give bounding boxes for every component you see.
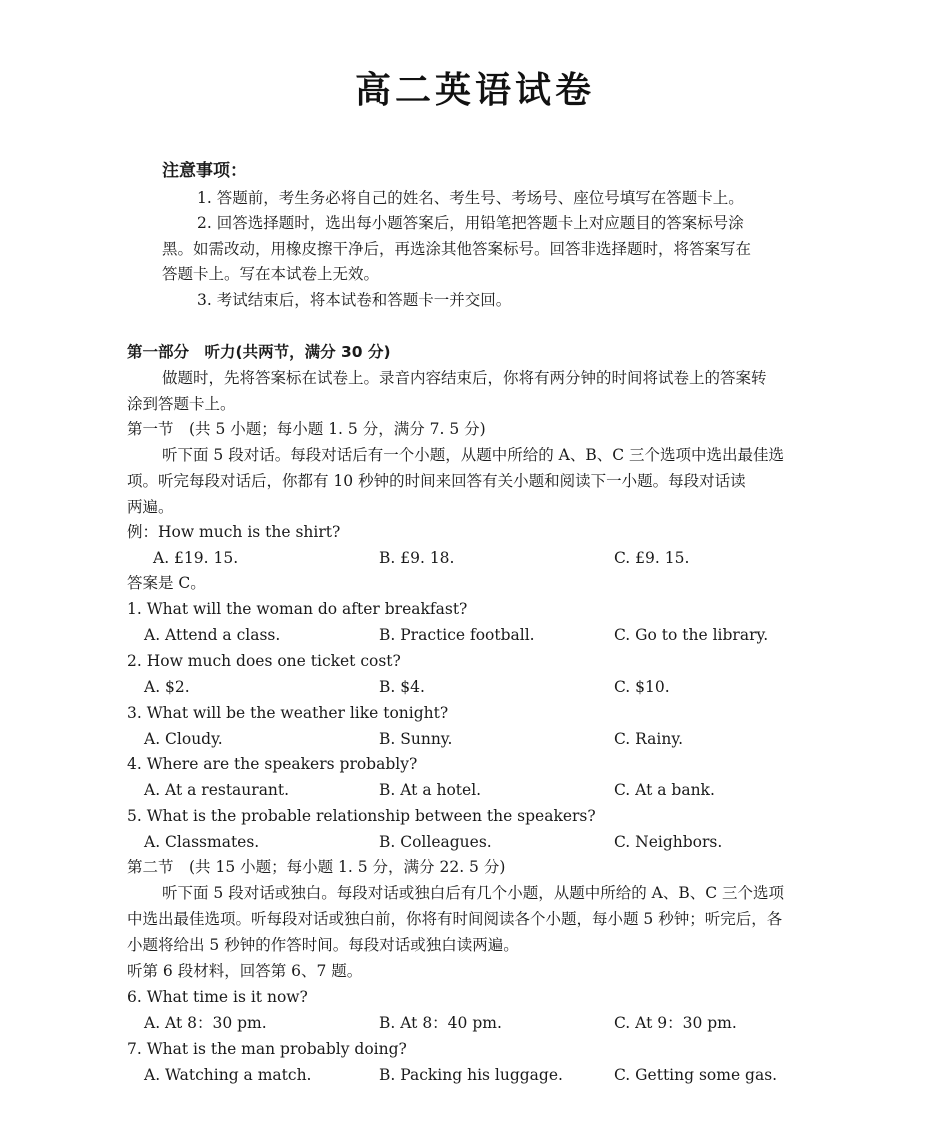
question-6: 6. What time is it now? <box>127 988 308 1006</box>
section1-intro-line: 听下面 5 段对话。每段对话后有一个小题，从题中所给的 A、B、C 三个选项中选出最佳选 <box>162 446 785 464</box>
question-1-option-b: B. Practice football. <box>379 626 535 644</box>
question-6-option-b: B. At 8：40 pm. <box>379 1014 502 1032</box>
example-question: 例：How much is the shirt? <box>127 523 341 541</box>
section2-intro-line: 中选出最佳选项。听每段对话或独白前，你将有时间阅读各个小题，每小题 5 秒钟；听完后，各 <box>127 910 783 928</box>
notice-line: 黑。如需改动，用橡皮擦干净后，再选涂其他答案标号。回答非选择题时，将答案写在 <box>162 240 752 258</box>
question-2: 2. How much does one ticket cost? <box>127 652 401 670</box>
question-5-option-c: C. Neighbors. <box>614 833 723 851</box>
question-4-option-b: B. At a hotel. <box>379 781 482 799</box>
question-7-option-a: A. Watching a match. <box>144 1066 312 1084</box>
notice-line: 3. 考试结束后，将本试卷和答题卡一并交回。 <box>197 291 512 309</box>
question-3-option-a: A. Cloudy. <box>144 730 223 748</box>
question-7: 7. What is the man probably doing? <box>127 1040 407 1058</box>
question-6-option-a: A. At 8：30 pm. <box>144 1014 267 1032</box>
question-5: 5. What is the probable relationship between the speakers? <box>127 807 596 825</box>
question-7-option-b: B. Packing his luggage. <box>379 1066 563 1084</box>
question-3: 3. What will be the weather like tonight? <box>127 704 449 722</box>
question-3-option-b: B. Sunny. <box>379 730 453 748</box>
question-5-option-a: A. Classmates. <box>144 833 260 851</box>
section1-intro-line: 两遍。 <box>127 498 174 516</box>
example-option-b: B. £9. 18. <box>379 549 455 567</box>
notice-heading: 注意事项： <box>162 161 247 181</box>
page-title: 高二英语试卷 <box>354 70 595 111</box>
section2-intro-line: 听下面 5 段对话或独白。每段对话或独白后有几个小题，从题中所给的 A、B、C 三个选项 <box>162 884 785 902</box>
question-4-option-c: C. At a bank. <box>614 781 715 799</box>
notice-line: 1. 答题前，考生务必将自己的姓名、考生号、考场号、座位号填写在答题卡上。 <box>197 189 744 207</box>
notice-line: 2. 回答选择题时，选出每小题答案后，用铅笔把答题卡上对应题目的答案标号涂 <box>197 214 744 232</box>
question-4-option-a: A. At a restaurant. <box>144 781 290 799</box>
part1-heading: 第一部分 听力(共两节，满分 30 分) <box>127 343 391 361</box>
notice-line: 答题卡上。写在本试卷上无效。 <box>162 265 380 283</box>
section1-intro-line: 项。听完每段对话后，你都有 10 秒钟的时间来回答有关小题和阅读下一小题。每段对话读 <box>127 472 746 490</box>
question-2-option-a: A. $2. <box>144 678 190 696</box>
question-1-option-a: A. Attend a class. <box>144 626 281 644</box>
example-answer: 答案是 C。 <box>127 574 206 592</box>
question-1-option-c: C. Go to the library. <box>614 626 769 644</box>
example-option-a: A. £19. 15. <box>153 549 239 567</box>
question-6-option-c: C. At 9：30 pm. <box>614 1014 737 1032</box>
material-instruction: 听第 6 段材料，回答第 6、7 题。 <box>127 962 363 980</box>
section2-intro-line: 小题将给出 5 秒钟的作答时间。每段对话或独白读两遍。 <box>127 936 519 954</box>
question-1: 1. What will the woman do after breakfast? <box>127 600 468 618</box>
question-2-option-c: C. $10. <box>614 678 670 696</box>
example-option-c: C. £9. 15. <box>614 549 690 567</box>
part1-intro-line: 涂到答题卡上。 <box>127 395 236 413</box>
part1-intro-line: 做题时，先将答案标在试卷上。录音内容结束后，你将有两分钟的时间将试卷上的答案转 <box>162 369 767 387</box>
question-7-option-c: C. Getting some gas. <box>614 1066 778 1084</box>
question-3-option-c: C. Rainy. <box>614 730 683 748</box>
question-5-option-b: B. Colleagues. <box>379 833 492 851</box>
question-2-option-b: B. $4. <box>379 678 425 696</box>
section2-heading: 第二节 (共 15 小题；每小题 1. 5 分，满分 22. 5 分) <box>127 858 506 876</box>
section1-heading: 第一节 (共 5 小题；每小题 1. 5 分，满分 7. 5 分) <box>127 420 486 438</box>
question-4: 4. Where are the speakers probably? <box>127 755 418 773</box>
